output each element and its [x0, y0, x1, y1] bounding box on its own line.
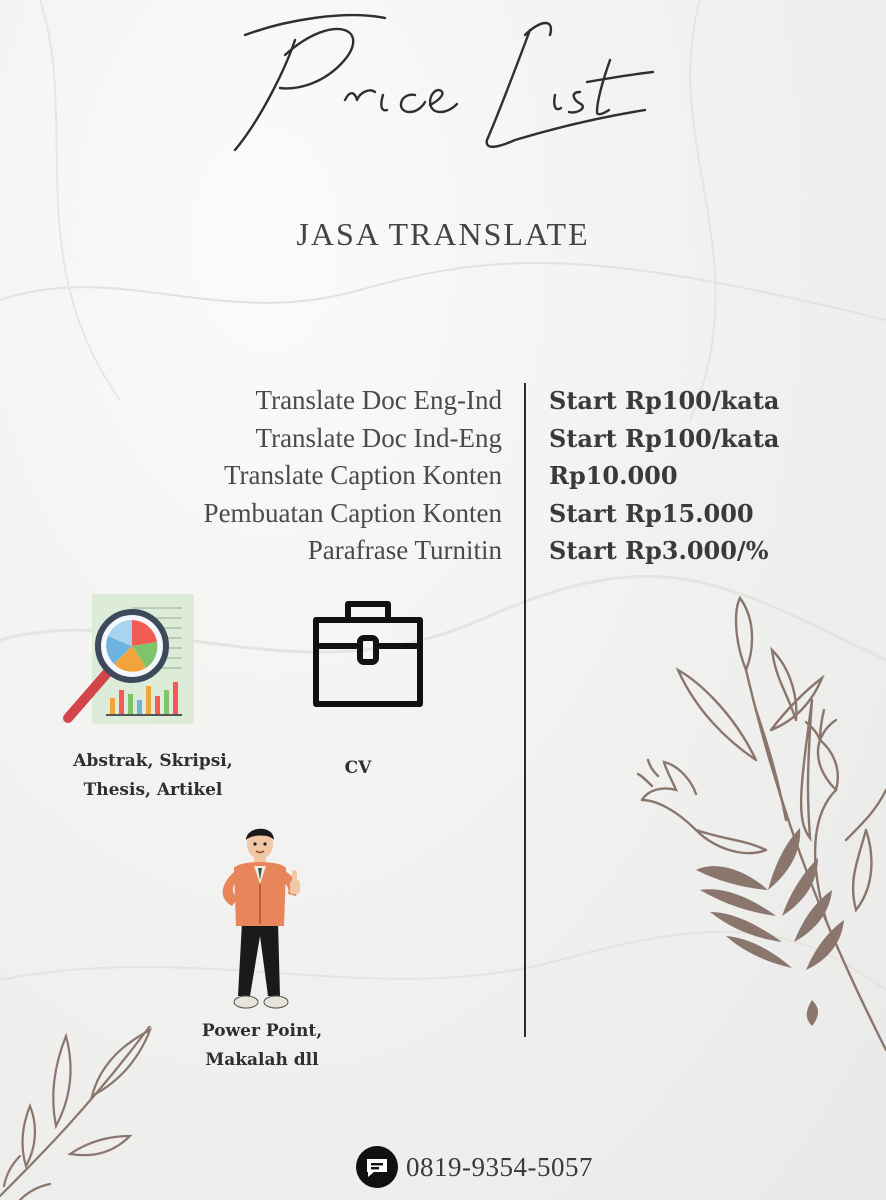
presentation-caption [178, 1017, 346, 1075]
chat-message-icon[interactable] [356, 1146, 398, 1188]
presentation-caption-line2: Makalah dll [205, 1050, 319, 1070]
service-price: Start Rp15.000 [549, 498, 754, 528]
service-price: Start Rp100/kata [549, 386, 780, 415]
service-price: Start Rp3.000/% [549, 536, 769, 566]
contact-row [356, 1146, 593, 1188]
report-analysis-icon [58, 590, 198, 730]
contact-phone[interactable]: 0819-9354-5057 [406, 1151, 593, 1182]
cv-caption: CV [344, 758, 372, 778]
presentation-caption-line1: Power Point, [201, 1021, 323, 1041]
page-title-script [225, 0, 665, 170]
page-subtitle: JASA TRANSLATE [296, 216, 590, 252]
service-name: Parafrase Turnitin [307, 535, 502, 566]
service-price: Start Rp100/kata [549, 423, 780, 453]
leaf-branch-decoration [0, 1026, 170, 1200]
service-name: Translate Caption Konten [224, 460, 502, 491]
service-name: Translate Doc Eng-Ind [255, 385, 502, 415]
documents-caption [48, 747, 258, 805]
briefcase-icon [310, 598, 426, 710]
service-name: Translate Doc Ind-Eng [255, 422, 502, 453]
person-thumbs-up-icon [212, 824, 308, 1018]
service-name: Pembuatan Caption Konten [203, 497, 502, 528]
price-list [549, 382, 869, 570]
service-price: Rp10.000 [549, 461, 678, 491]
documents-caption-line1: Abstrak, Skripsi, [73, 751, 233, 771]
documents-caption-line2: Thesis, Artikel [83, 780, 223, 800]
floral-branch-decoration [636, 590, 886, 1060]
service-list [60, 382, 502, 570]
vertical-divider [524, 383, 526, 1037]
